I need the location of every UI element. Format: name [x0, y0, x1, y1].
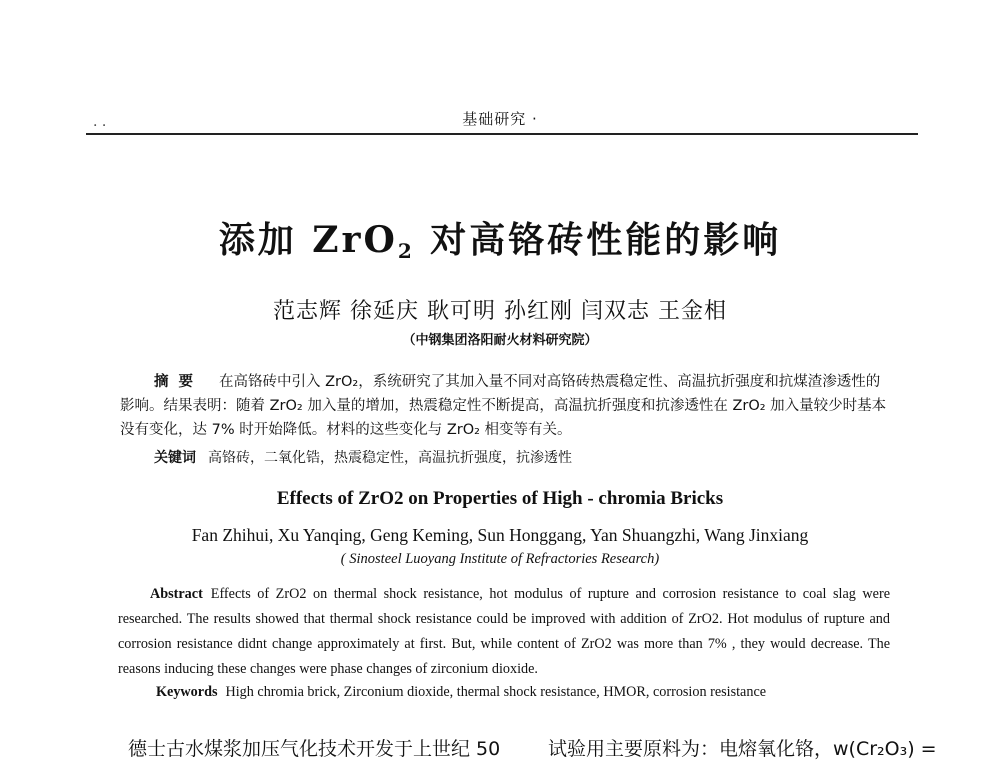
body-text-right: 试验用主要原料为：电熔氧化铬，w(Cr₂O₃) = [548, 738, 937, 760]
title-subscript: 2 [397, 239, 415, 263]
affiliation-en: ( Sinosteel Luoyang Institute of Refractories Research) [340, 551, 660, 567]
header-marks: · · [93, 118, 107, 134]
keywords-cn-label: 关键词 [154, 450, 196, 466]
paper-title-en: Effects of ZrO2 on Properties of High - chromia Bricks [276, 488, 724, 509]
section-header: 基础研究 · [462, 110, 538, 128]
body-text-left: 德士古水煤浆加压气化技术开发于上世纪 50 [128, 738, 501, 760]
paper-title-cn [0, 212, 1000, 263]
authors-cn: 范志辉 徐延庆 耿可明 孙红刚 闫双志 王金相 [273, 299, 727, 324]
keywords-cn-text: 高铬砖，二氧化锆，热震稳定性，高温抗折强度，抗渗透性 [208, 450, 572, 466]
keywords-en-label: Keywords [156, 684, 218, 700]
affiliation-cn: （中钢集团洛阳耐火材料研究院） [402, 333, 598, 348]
abstract-en-text: Effects of ZrO2 on thermal shock resistance, hot modulus of rupture and corrosion resistance to coal slag were researched. The results showed that thermal shock resistance could be improved with addition of ZrO2. Hot modulus of rupture and corrosion resistance didnt change approximately at first. But, while content of ZrO2 was more than 7% , they would decrease. The reasons inducing these changes were phase changes of zirconium dioxide. [118, 586, 890, 677]
header-rule [86, 133, 918, 135]
keywords-en [156, 684, 896, 701]
abstract-cn-text: 在高铬砖中引入 ZrO₂，系统研究了其加入量不同对高铬砖热震稳定性、高温抗折强度和抗煤渣渗透性的影响。结果表明：随着 ZrO₂ 加入量的增加，热震稳定性不断提高，高温抗折强度和抗渗透性在 ZrO₂ 加入量较少时基本没有变化，达 7% 时开始降低。材料的这些变化与 ZrO₂ 相变等有关。 [120, 374, 887, 438]
abstract-cn [120, 370, 890, 442]
keywords-cn [154, 447, 894, 467]
title-prefix: 添加 ZrO [218, 219, 398, 261]
title-suffix: 对高铬砖性能的影响 [414, 219, 782, 261]
abstract-cn-label: 摘要 [154, 374, 203, 390]
abstract-en-label: Abstract [150, 586, 203, 602]
authors-en: Fan Zhihui, Xu Yanqing, Geng Keming, Sun Honggang, Yan Shuangzhi, Wang Jinxiang [191, 525, 809, 545]
abstract-en [118, 582, 890, 682]
keywords-en-text: High chromia brick, Zirconium dioxide, thermal shock resistance, HMOR, corrosion resistance [225, 684, 767, 700]
